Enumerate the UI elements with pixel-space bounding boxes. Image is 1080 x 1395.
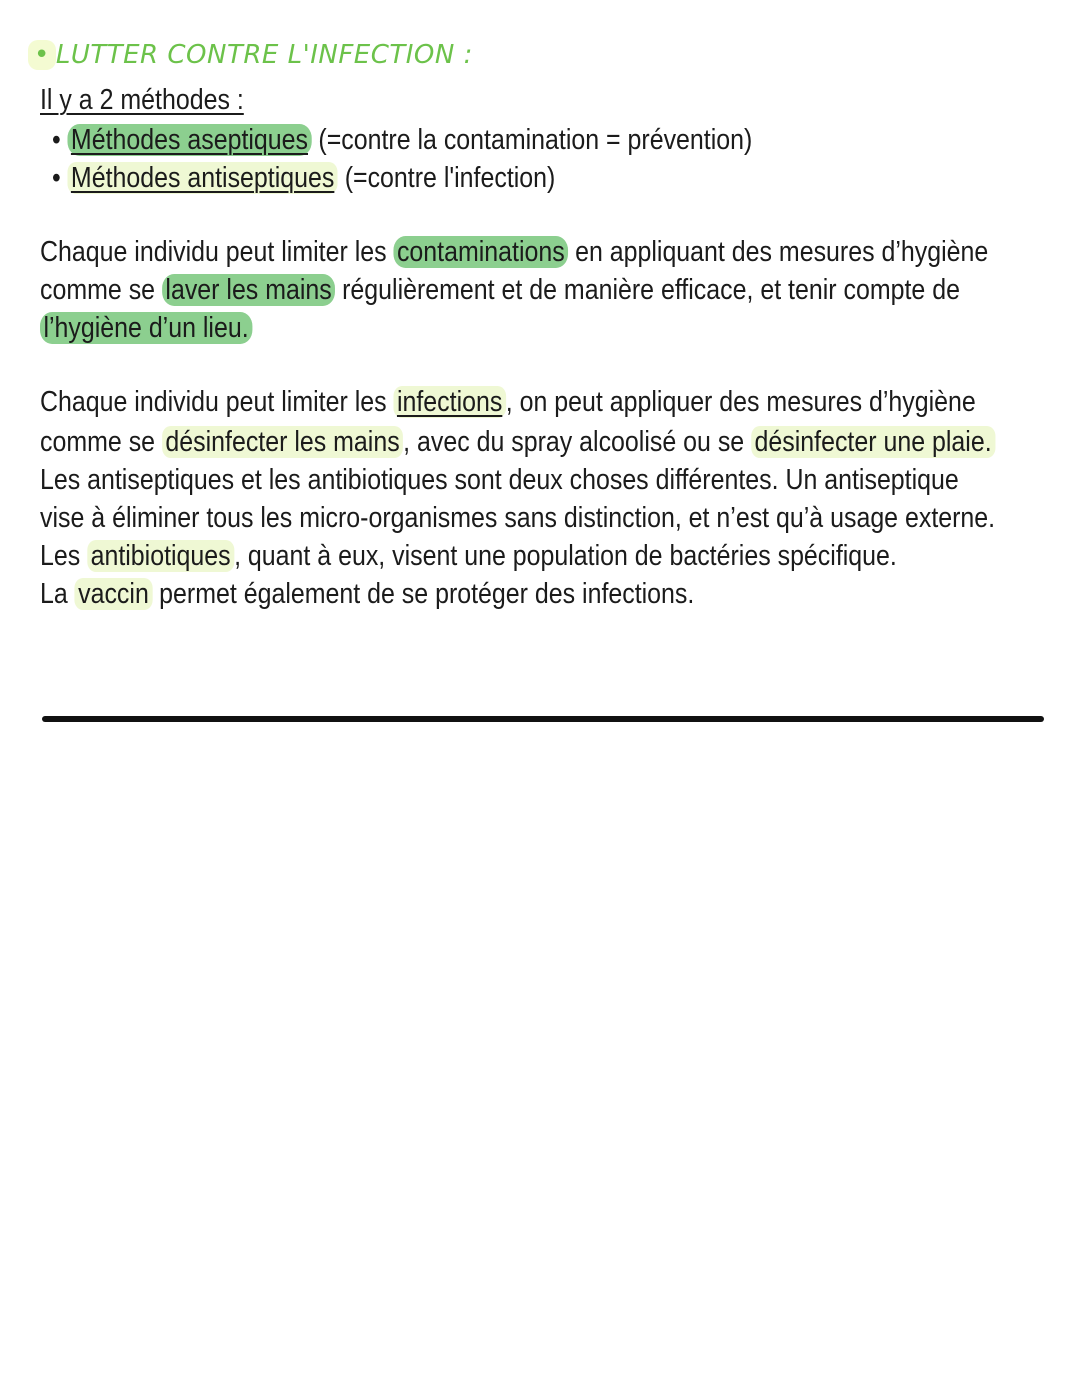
text: , on peut appliquer des mesures d’hygiène	[505, 386, 976, 418]
intro-text: Il y a 2 méthodes :	[40, 84, 244, 116]
method-item-antiseptic	[52, 160, 555, 196]
method-term: Méthodes antiseptiques	[67, 162, 337, 194]
highlight-vaccin: vaccin	[75, 578, 153, 610]
text: Chaque individu peut limiter les	[40, 386, 394, 418]
text: Les	[40, 540, 88, 572]
text: régulièrement et de manière efficace, et tenir compte de	[335, 274, 960, 306]
highlight-infections: infections	[394, 386, 506, 418]
method-item-aseptic	[52, 122, 752, 158]
text: permet également de se protéger des infections.	[152, 578, 695, 610]
text: Chaque individu peut limiter les	[40, 236, 394, 268]
paragraph1-line1	[40, 234, 988, 270]
text: , quant à eux, visent une population de bactéries spécifique.	[234, 540, 897, 572]
text: La	[40, 578, 75, 610]
highlight-desinfecter-plaie: désinfecter une plaie.	[751, 426, 995, 458]
paragraph2-line1	[40, 384, 976, 420]
section-divider	[42, 716, 1044, 722]
method-term: Méthodes aseptiques	[67, 124, 311, 156]
text: comme se	[40, 274, 162, 306]
highlight-desinfecter-mains: désinfecter les mains	[162, 426, 403, 458]
text: , avec du spray alcoolisé ou se	[403, 426, 752, 458]
paragraph2-line3	[40, 462, 959, 498]
method-bullet: •	[52, 162, 61, 194]
paragraph1-line2	[40, 272, 960, 308]
text: en appliquant des mesures d’hygiène	[568, 236, 989, 268]
intro-line	[40, 82, 244, 118]
paragraph2-line4	[40, 500, 995, 536]
heading-title: LUTTER CONTRE L'INFECTION :	[55, 40, 473, 70]
paragraph2-line6	[40, 576, 694, 612]
method-detail: (=contre la contamination = prévention)	[318, 124, 753, 156]
text: Les antiseptiques et les antibiotiques sont deux choses différentes. Un antiseptique	[40, 464, 959, 496]
text: vise à éliminer tous les micro-organismes sans distinction, et n’est qu’à usage externe.	[40, 502, 996, 534]
text: comme se	[40, 426, 162, 458]
highlight-contaminations: contaminations	[394, 236, 569, 268]
paragraph1-line3	[40, 310, 252, 346]
method-bullet: •	[52, 124, 61, 156]
paragraph2-line5	[40, 538, 897, 574]
paragraph2-line2	[40, 424, 995, 460]
heading-bullet: •	[28, 40, 56, 70]
highlight-laver-mains: laver les mains	[162, 274, 335, 306]
method-detail: (=contre l'infection)	[344, 162, 556, 194]
section-heading	[28, 40, 473, 70]
highlight-antibiotiques: antibiotiques	[87, 540, 234, 572]
highlight-hygiene-lieu: l’hygiène d’un lieu.	[40, 312, 252, 344]
